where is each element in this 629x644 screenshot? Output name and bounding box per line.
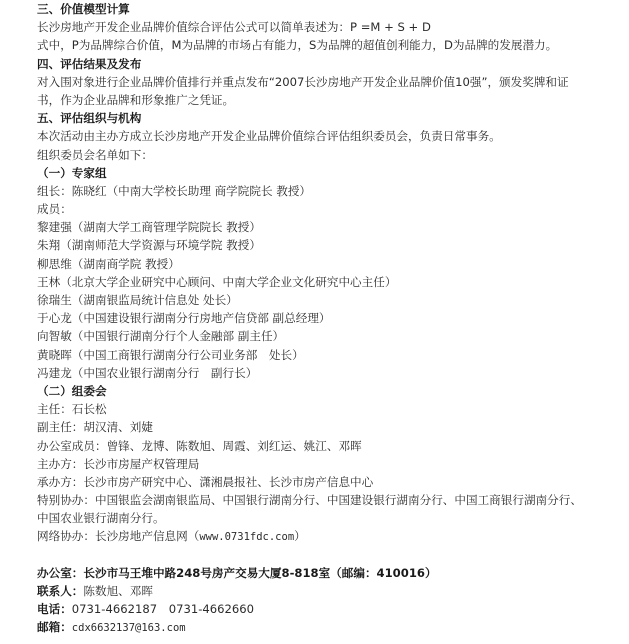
section4-text-line1: 对入围对象进行企业品牌价值排行并重点发布“2007长沙房地产开发企业品牌价值10强”，颁发奖牌和证: [37, 74, 569, 89]
section4-text-line2: 书，作为企业品牌和形象推广之凭证。: [37, 92, 235, 107]
network-url: www.0731fdc.com: [199, 531, 295, 544]
committee-network: [37, 527, 623, 545]
expert-group-title: （一）专家组: [37, 165, 107, 180]
expert-member: 王林（北京大学企业研究中心顾问、中南大学企业文化研究中心主任）: [37, 274, 397, 289]
committee-organizer: 承办方：长沙市房产研究中心、潇湘晨报社、长沙市房产信息中心: [37, 474, 374, 489]
spacer: [37, 546, 623, 564]
committee-list-intro: 组织委员会名单如下：: [37, 147, 153, 162]
committee-office-members: 办公室成员：曾锋、龙博、陈数旭、周霞、刘红运、姚江、邓晖: [37, 438, 362, 453]
contact-person-label: 联系人：: [37, 584, 84, 598]
section5-heading: 五、评估组织与机构: [37, 111, 142, 126]
committee-title: （二）组委会: [37, 383, 107, 398]
formula-line: 长沙房地产开发企业品牌价值综合评估公式可以简单表述为：P =M + S + D: [37, 20, 431, 35]
contact-phone: [37, 600, 623, 618]
expert-member: 黎建强（湖南大学工商管理学院院长 教授）: [37, 220, 261, 235]
committee-director: 主任：石长松: [37, 402, 107, 417]
expert-members-label: 成员：: [37, 202, 72, 217]
committee-special-line1: 特别协办：中国银监会湖南银监局、中国银行湖南分行、中国建设银行湖南分行、中国工商银行湖南分行、: [37, 493, 582, 508]
expert-member: 徐瑞生（湖南银监局统计信息处 处长）: [37, 293, 238, 307]
section3-heading: 三、价值模型计算: [37, 2, 130, 16]
document-body: [37, 0, 623, 637]
contact-office: [37, 564, 623, 582]
expert-member: 柳思维（湖南商学院 教授）: [37, 256, 180, 271]
contact-email-label: 邮箱：: [37, 620, 72, 635]
expert-member: 朱翔（湖南师范大学资源与环境学院 教授）: [37, 238, 261, 253]
network-prefix: 网络协办：长沙房地产信息网（: [37, 529, 200, 544]
contact-office-value: 长沙市马王堆中路248号房产交易大厦8-818室（邮编：410016）: [83, 565, 437, 580]
expert-member: 向智敏（中国银行湖南分行个人金融部 副主任）: [37, 329, 285, 344]
committee-special-line2: 中国农业银行湖南分行。: [37, 511, 165, 526]
contact-phone-value: 0731-4662187 0731-4662660: [71, 602, 255, 617]
expert-member: 冯建龙（中国农业银行湖南分行 副行长）: [37, 365, 258, 380]
contact-email-value: cdx6632137@163.com: [71, 622, 186, 635]
formula-explanation: 式中，P为品牌综合价值，M为品牌的市场占有能力，S为品牌的超值创利能力，D为品牌的发展潜力。: [37, 38, 558, 53]
section5-intro: 本次活动由主办方成立长沙房地产开发企业品牌价值综合评估组织委员会，负责日常事务。: [37, 129, 501, 144]
contact-email: [37, 618, 623, 636]
expert-member: 于心龙（中国建设银行湖南分行房地产信贷部 副总经理）: [37, 311, 331, 326]
contact-phone-label: 电话：: [37, 602, 72, 617]
committee-deputy: 副主任：胡汉清、刘婕: [37, 420, 153, 435]
section4-heading: 四、评估结果及发布: [37, 56, 142, 71]
committee-host: 主办方：长沙市房屋产权管理局: [37, 456, 200, 471]
expert-group-leader: 组长：陈晓红（中南大学校长助理 商学院院长 教授）: [37, 183, 312, 198]
contact-person: [37, 582, 623, 600]
contact-person-value: 陈数旭、邓晖: [83, 584, 153, 598]
network-suffix: ）: [294, 529, 306, 544]
expert-member: 黄晓晖（中国工商银行湖南分行公司业务部 处长）: [37, 347, 304, 362]
contact-office-label: 办公室：: [37, 565, 84, 580]
